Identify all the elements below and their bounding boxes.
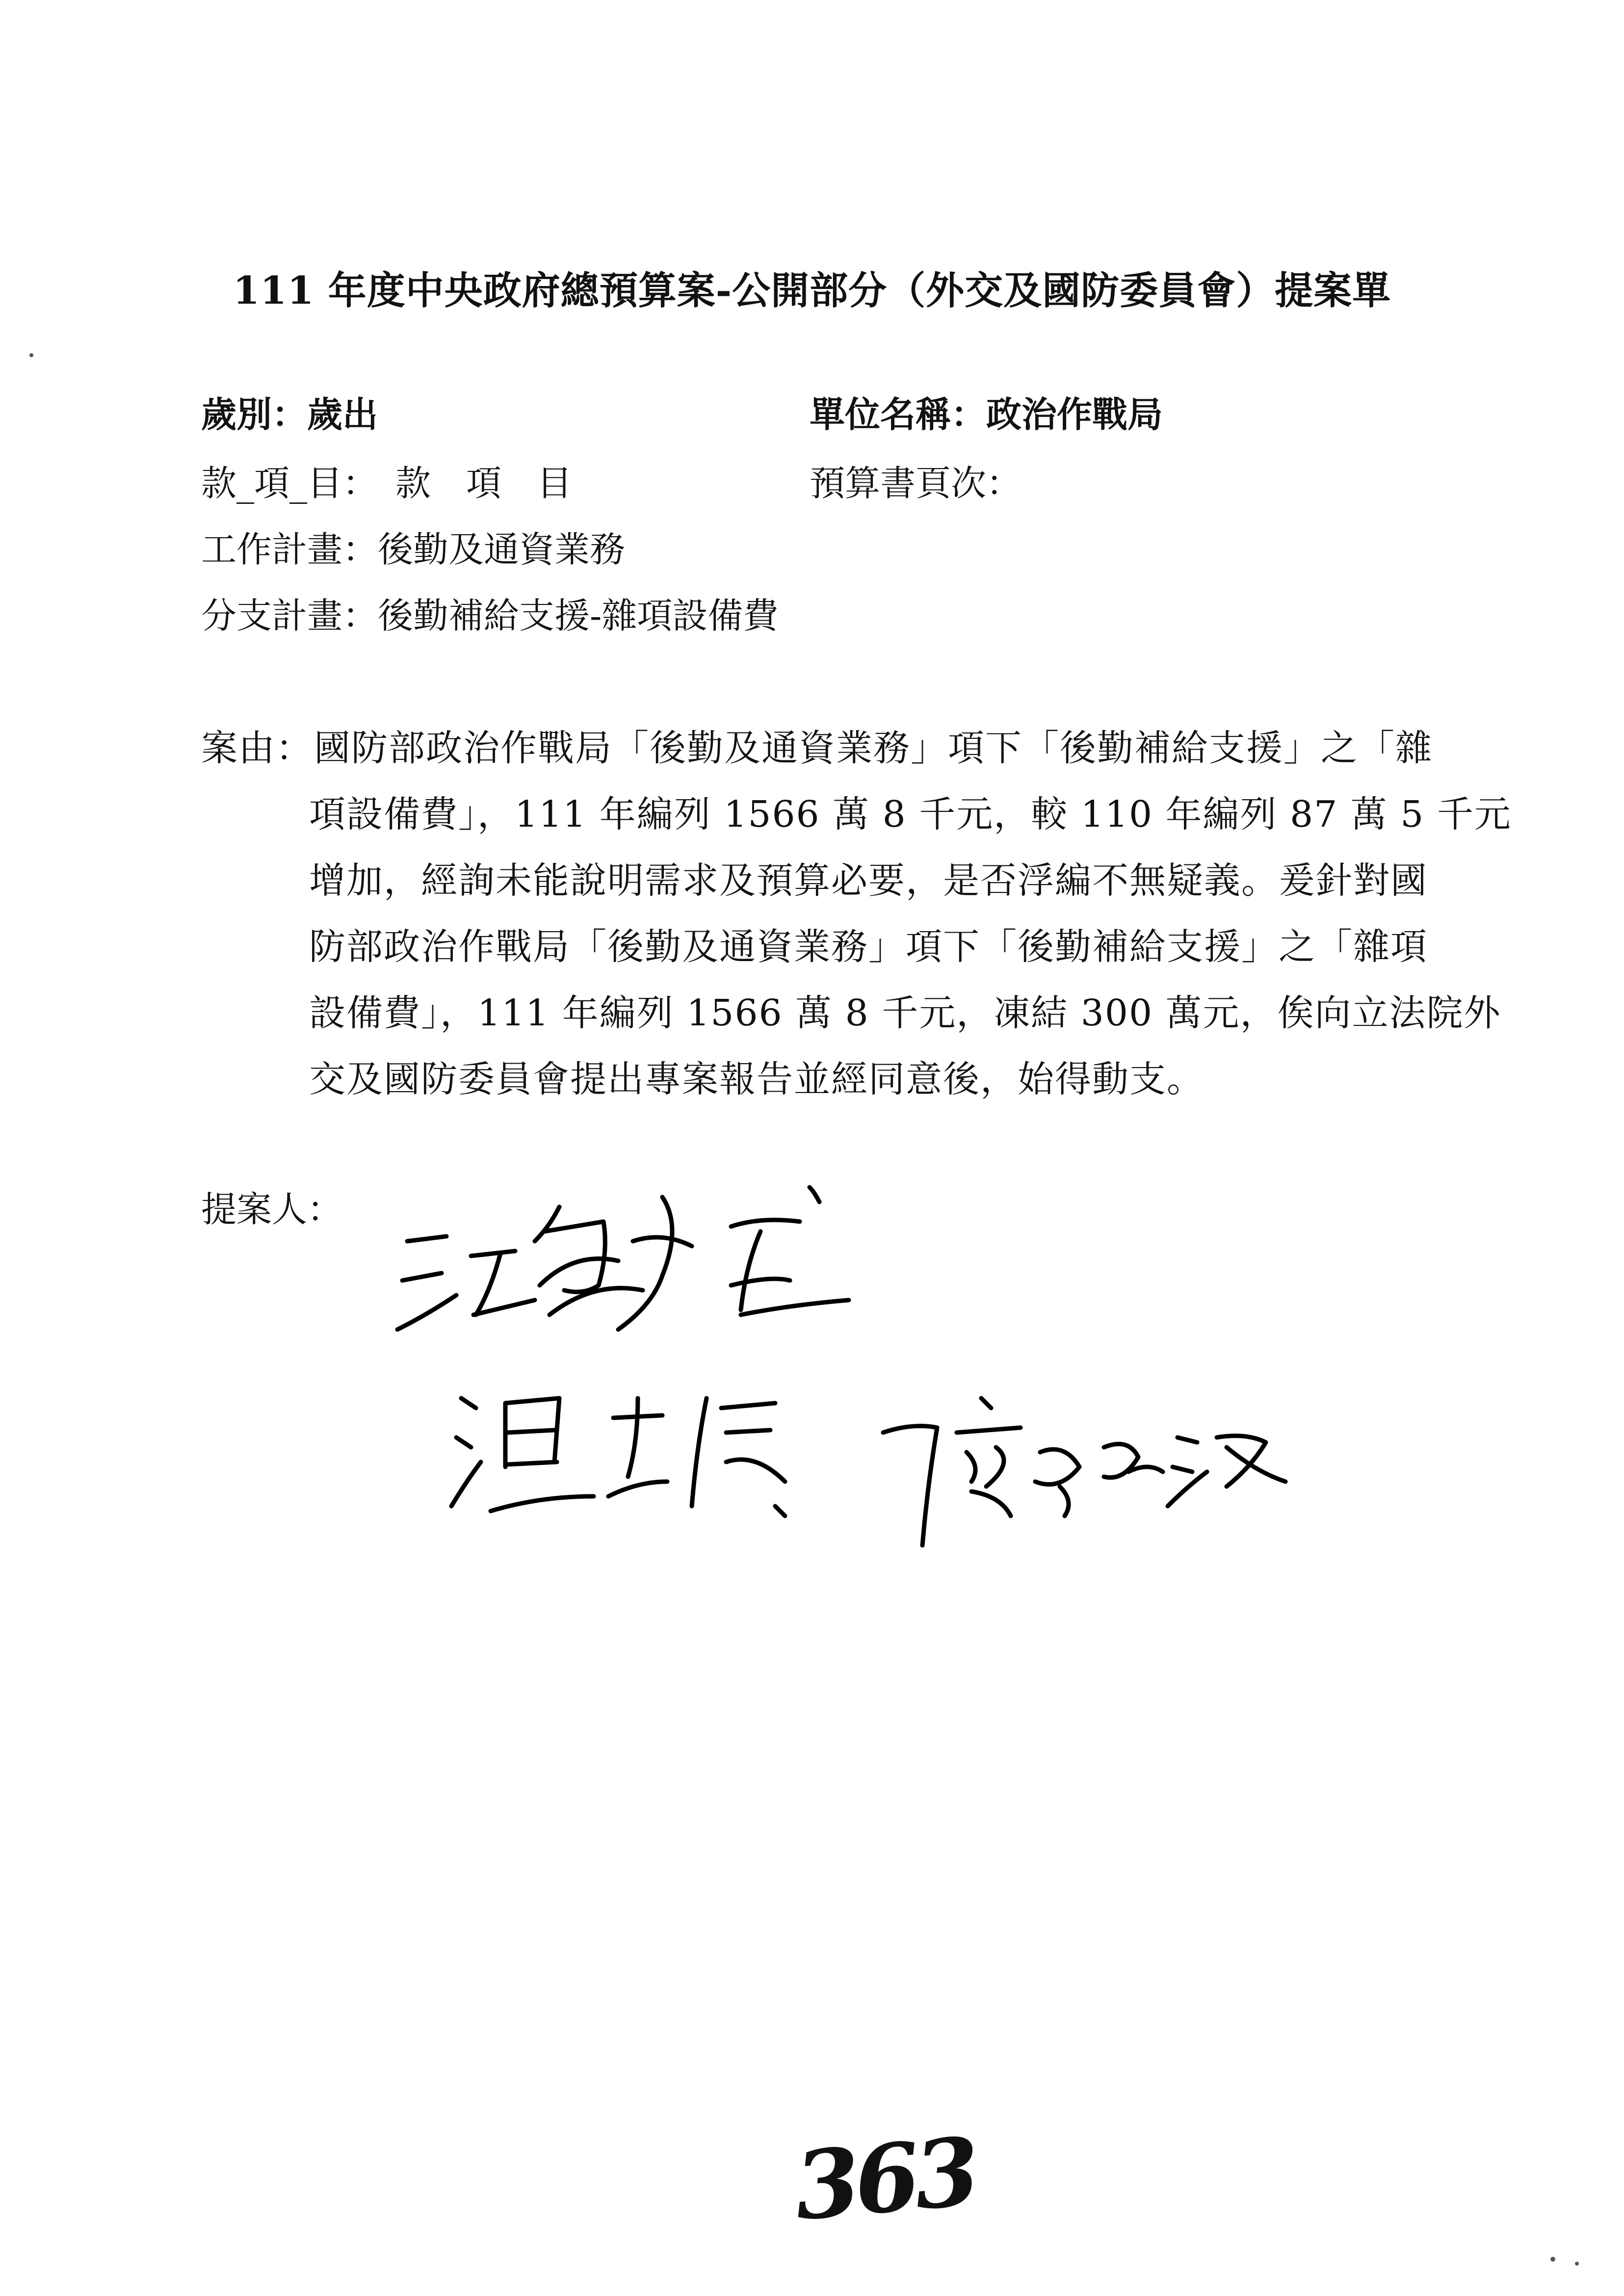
scan-speck — [1550, 2257, 1555, 2262]
reason-line: 防部政治作戰局「後勤及通資業務」項下「後勤補給支援」之「雜項 — [309, 926, 1428, 968]
document-title: 111 年度中央政府總預算案-公開部分（外交及國防委員會）提案單 — [233, 268, 1391, 313]
signature-3 — [873, 1388, 1315, 1565]
reason-line: 交及國防委員會提出專案報告並經同意後，始得動支。 — [309, 1058, 1204, 1100]
reason-line: 增加，經詢未能說明需求及預算必要，是否浮編不無疑義。爰針對國 — [309, 860, 1428, 902]
proposer-label: 提案人： — [201, 1189, 343, 1230]
field-sub-plan: 分支計畫：後勤補給支援-雜項設備費 — [201, 595, 779, 636]
field-work-plan: 工作計畫：後勤及通資業務 — [201, 529, 626, 570]
field-page-ref: 預算書頁次： — [810, 463, 1022, 504]
scan-speck — [1575, 2262, 1579, 2266]
field-kxm: 款_項_目： 款 項 目 — [201, 463, 573, 504]
scan-speck — [29, 353, 33, 357]
field-unit: 單位名稱：政治作戰局 — [810, 393, 1163, 435]
reason-line: 國防部政治作戰局「後勤及通資業務」項下「後勤補給支援」之「雜 — [314, 727, 1433, 769]
reason-line: 設備費」，111 年編列 1566 萬 8 千元，凍結 300 萬元，俟向立法院外 — [309, 992, 1501, 1034]
signature-2 — [432, 1369, 824, 1536]
reason-line: 項設備費」，111 年編列 1566 萬 8 千元，較 110 年編列 87 萬 5 千元 — [309, 793, 1512, 835]
signature-1 — [388, 1168, 878, 1354]
page-number: 363 — [790, 2116, 979, 2242]
field-category: 歲別：歲出 — [201, 393, 378, 435]
reason-label: 案由： — [201, 727, 313, 769]
